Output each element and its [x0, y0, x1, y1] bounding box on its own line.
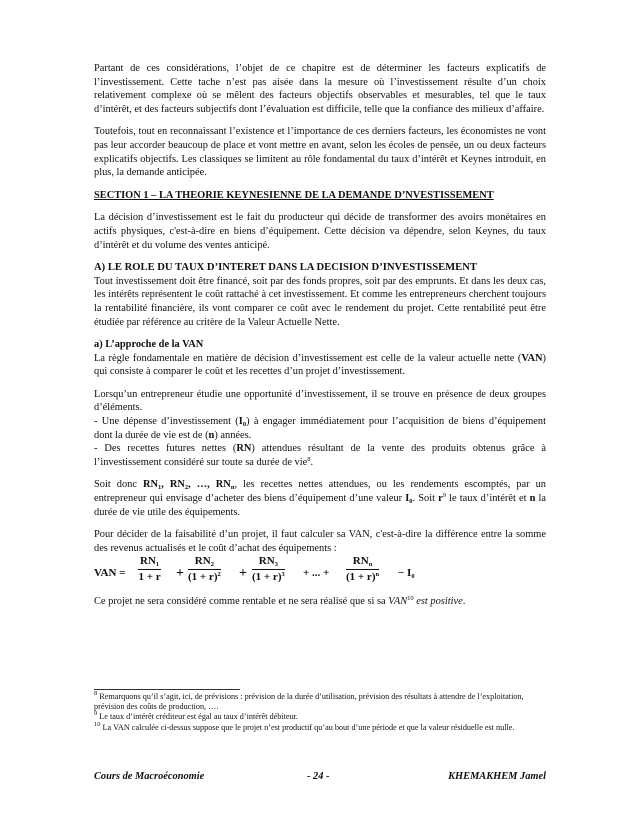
- section-intro: La décision d’investissement est le fait du producteur qui décide de transformer des avoirs monétaires en actifs physiques, c'est-à-dire en biens d’équipement. Cette décision va dépendre, selon Keynes, du taux d’intérêt et du volume des ventes anticipé.: [94, 212, 546, 251]
- van-paragraph-6: Pour décider de la faisabilité d’un projet, il faut calculer sa VAN, c'est-à-dire la différence entre la somme des revenus actualisés et le coût d’achat des équipements :: [94, 529, 546, 554]
- intro-paragraph-1: Partant de ces considérations, l’objet de ce chapitre est de déterminer les facteurs explicatifs de l’investissement. Cette tache n’est pas aisée dans la mesure où l’investissement résulte d’un choix relativement complexe où se mêlent des facteurs objectifs observables et mesurables, tel que le taux d’intérêt, et des facteurs subjectifs dont l’évaluation est difficile, telle que la confiance des milieux d’affaire.: [94, 63, 546, 115]
- van-paragraph-5: Soit donc $RN_1$, $RN_2$, …, $RN_n$, les recettes nettes attendues, ou les rendements escomptés, par un entrepreneur qui envisage d’acheter des biens d’équipement d’une valeur $I_0$. Soit $r^9$ le taux d’intérêt et n la durée de vie utile des équipements.: [94, 479, 546, 518]
- footer-course-title: Cours de Macroéconomie: [94, 771, 205, 782]
- formula-plus-1: +: [176, 566, 184, 582]
- intro-paragraph-2: Toutefois, tout en reconnaissant l’existence et l’importance de ces derniers facteurs, les économistes ne vont pas leur accorder beaucoup de place et vont mettre en avant, selon les écoles de pensée, un ou deux facteurs explicatifs objectifs. Les classiques se limitent au rôle fondamental du taux d’intérêt et Keynes introduit, en plus, la demande anticipée.: [94, 126, 546, 179]
- footnote-separator: [94, 689, 240, 690]
- page-body: [94, 62, 546, 609]
- formula-plus-2: +: [239, 566, 247, 582]
- formula-term-2: $\frac{RN_2}{(1 + r)^2}$: [188, 555, 221, 584]
- formula-term-n: $RN_n$ $(1 + r)^n$: [346, 555, 380, 584]
- formula-term-1: $\frac{RN_1}{1 + r}$: [138, 555, 161, 584]
- van-paragraph-3: - Une dépense d’investissement $(I_0)$ à engager immédiatement pour l’acquisition de biens d’équipement dont la durée de vie est de (n) années.: [94, 416, 546, 441]
- formula-term-3: $\frac{RN_3}{(1 + r)^3}$: [252, 555, 285, 584]
- footer-author: KHEMAKHEM Jamel: [448, 771, 546, 782]
- footnote-9: $^9$ Le taux d’intérêt créditeur est égal au taux d’intérêt débiteur.: [94, 710, 298, 722]
- footnotes: [94, 692, 546, 733]
- van-paragraph-7: Ce projet ne sera considéré comme rentable et ne sera réalisé que si sa VAN$^{10}$ est positive.: [94, 595, 466, 608]
- footnote-8: $^8$ Remarquons qu’il s’agit, ici, de prévisions : prévision de la durée d’utilisation, prévision des résultats à attendre de l’exploitation, prévision des coûts de production, ….: [94, 690, 524, 712]
- van-formula: [94, 555, 546, 595]
- formula-ellipsis: + ... +: [303, 567, 330, 580]
- page-footer: [94, 771, 546, 785]
- footnote-10: $^{10}$ La VAN calculée ci-dessus suppose que le projet n’est productif qu’au bout d’une période et que la valeur résiduelle est nulle.: [94, 720, 515, 732]
- van-paragraph-2: Lorsqu’un entrepreneur étudie une opportunité d’investissement, il se trouve en présence de deux groupes d’éléments.: [94, 388, 546, 414]
- heading-a: A) LE ROLE DU TAUX D’INTERET DANS LA DECISION D’INVESTISSEMENT: [94, 262, 477, 274]
- paragraph-a: Tout investissement doit être financé, soit par des fonds propres, soit par des emprunts. Et dans les deux cas, les intérêts représentent le coût rattaché à cet investissement. Et comme les entrepreneurs cherchent toujours la rentabilité financière, ils vont comparer ce coût avec le rendement du projet. Cette rentabilité peut être étudiée par référence au critère de la Valeur Actuelle Nette.: [94, 275, 546, 328]
- section-title: SECTION 1 – LA THEORIE KEYNESIENNE DE LA DEMANDE D’NVESTISSEMENT: [94, 189, 494, 201]
- formula-lhs: VAN =: [94, 567, 126, 580]
- subheading-van: a) L’approche de la VAN: [94, 339, 204, 351]
- formula-minus-i0: − $I_0$: [398, 567, 415, 581]
- van-paragraph-1: La règle fondamentale en matière de décision d’investissement est celle de la valeur actuelle nette (VAN) qui consiste à comparer le coût et les recettes d’un projet d’investissement.: [94, 352, 546, 378]
- van-paragraph-4: - Des recettes futures nettes (RN) attendues résultant de la vente des produits obtenus grâce à l’investissement considéré sur toute sa durée de vie$^8$.: [94, 443, 546, 468]
- footer-page-number: - 24 -: [307, 771, 330, 782]
